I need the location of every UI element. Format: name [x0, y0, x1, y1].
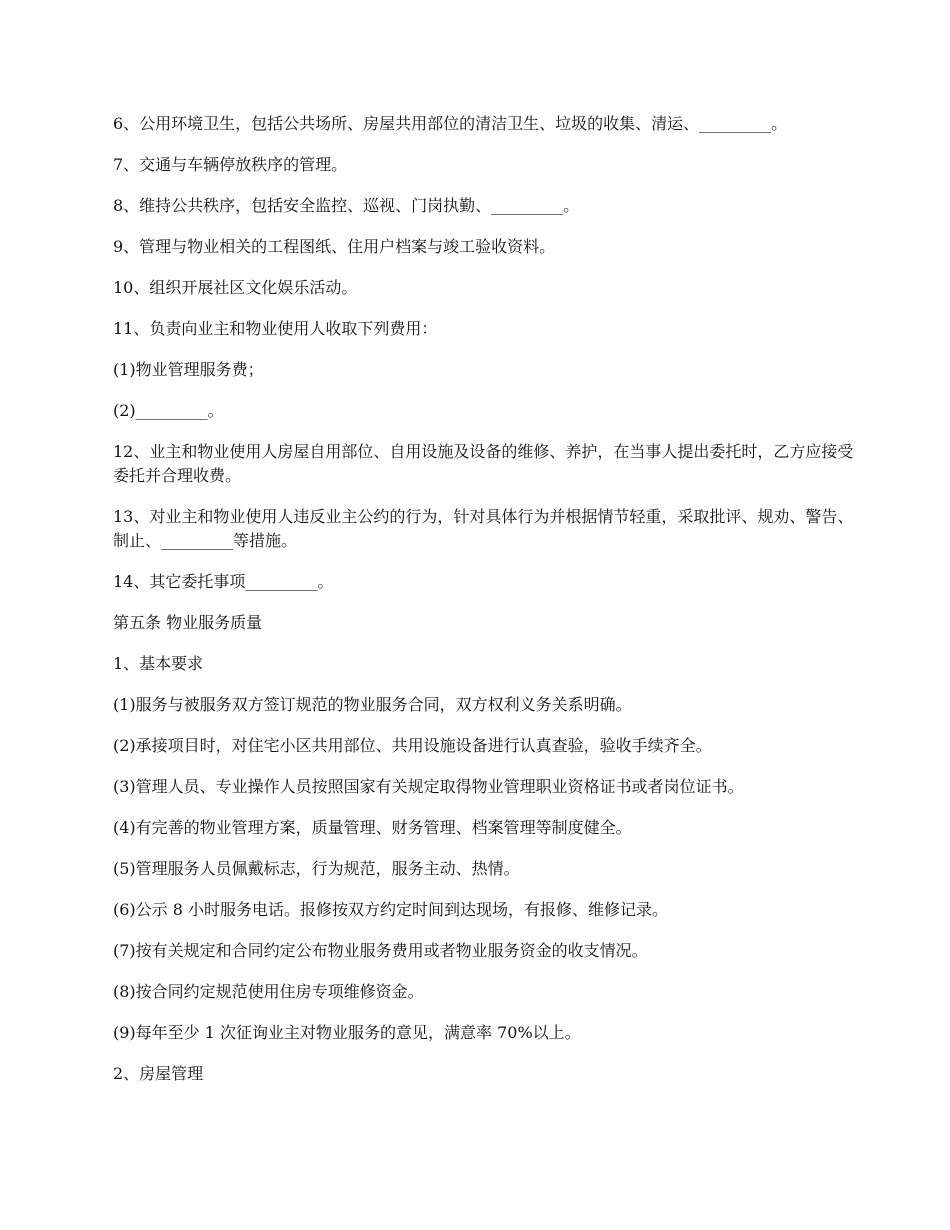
paragraph-subitem-11-1: (1)物业管理服务费；: [113, 360, 264, 379]
requirement-item-1: (1)服务与被服务双方签订规范的物业服务合同，双方权利义务关系明确。: [113, 695, 632, 714]
paragraph-item-9: 9、管理与物业相关的工程图纸、住用户档案与竣工验收资料。: [113, 237, 556, 256]
paragraph-item-6: 6、公用环境卫生，包括公共场所、房屋共用部位的清洁卫生、垃圾的收集、清运、_________。: [113, 114, 788, 133]
paragraph-item-8: 8、维持公共秩序，包括安全监控、巡视、门岗执勤、_________。: [113, 196, 580, 215]
paragraph-item-13: 13、对业主和物业使用人违反业主公约的行为，针对具体行为并根据情节轻重，采取批评、规劝、警告、制止、_________等措施。: [113, 507, 854, 550]
requirement-item-7: (7)按有关规定和合同约定公布物业服务费用或者物业服务资金的收支情况。: [113, 941, 648, 960]
document-page: [113, 112, 858, 1103]
subsection-heading-housing-management: 2、房屋管理: [113, 1064, 204, 1083]
requirement-item-2: (2)承接项目时，对住宅小区共用部位、共用设施设备进行认真查验，验收手续齐全。: [113, 736, 712, 755]
paragraph-item-12: 12、业主和物业使用人房屋自用部位、自用设施及设备的维修、养护，在当事人提出委托时，乙方应接受委托并合理收费。: [113, 442, 854, 485]
subsection-heading-basic-requirements: 1、基本要求: [113, 654, 204, 673]
paragraph-subitem-11-2: (2)_________。: [113, 401, 224, 420]
requirement-item-3: (3)管理人员、专业操作人员按照国家有关规定取得物业管理职业资格证书或者岗位证书。: [113, 777, 744, 796]
paragraph-item-11: 11、负责向业主和物业使用人收取下列费用：: [113, 319, 438, 338]
requirement-item-9: (9)每年至少 1 次征询业主对物业服务的意见，满意率 70%以上。: [113, 1023, 581, 1042]
paragraph-item-14: 14、其它委托事项_________。: [113, 572, 334, 591]
requirement-item-5: (5)管理服务人员佩戴标志，行为规范，服务主动、热情。: [113, 859, 520, 878]
section-heading-article-5: 第五条 物业服务质量: [113, 613, 263, 632]
paragraph-item-7: 7、交通与车辆停放秩序的管理。: [113, 155, 348, 174]
requirement-item-4: (4)有完善的物业管理方案，质量管理、财务管理、档案管理等制度健全。: [113, 818, 632, 837]
requirement-item-6: (6)公示 8 小时服务电话。报修按双方约定时间到达现场，有报修、维修记录。: [113, 900, 669, 919]
paragraph-item-10: 10、组织开展社区文化娱乐活动。: [113, 278, 358, 297]
requirement-item-8: (8)按合同约定规范使用住房专项维修资金。: [113, 982, 424, 1001]
